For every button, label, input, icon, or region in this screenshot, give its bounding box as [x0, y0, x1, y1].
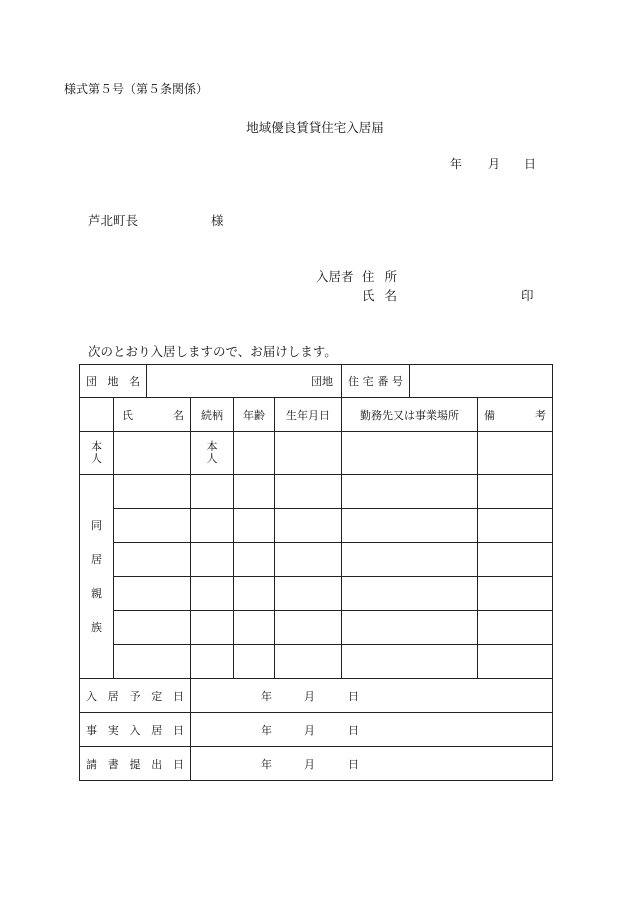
- unit-label-char: 番: [377, 375, 389, 388]
- household-label-char: 族: [91, 620, 102, 634]
- estate-label-char: 団: [86, 375, 97, 388]
- self-relation-char: 本: [206, 440, 218, 453]
- contract-submission-row: [80, 747, 553, 781]
- actual-move-in-row: [80, 713, 553, 747]
- resident-form-table: [79, 364, 553, 781]
- form-number: 様式第５号（第５条関係）: [64, 82, 209, 96]
- household-name-input[interactable]: [114, 611, 191, 645]
- household-relation-input[interactable]: [191, 577, 234, 611]
- household-name-input[interactable]: [114, 509, 191, 543]
- household-workplace-input[interactable]: [342, 543, 478, 577]
- unit-number-label: [342, 365, 410, 397]
- date-label-char: 請: [86, 757, 97, 771]
- header-relation: 続柄: [191, 398, 234, 432]
- date-month-unit: 月: [304, 723, 315, 737]
- date-label-char: 入: [129, 723, 141, 737]
- address-label: 住所: [362, 269, 408, 284]
- date-year-unit: 年: [261, 689, 272, 703]
- header-birth-date: 生年月日: [275, 398, 342, 432]
- date-label-char: 入: [86, 689, 97, 703]
- household-label: [80, 475, 114, 679]
- self-workplace-input[interactable]: [342, 432, 478, 475]
- estate-unit-suffix: 団地: [311, 375, 333, 388]
- household-remarks-input[interactable]: [478, 509, 553, 543]
- header-name: [114, 398, 191, 432]
- column-header-row: [80, 398, 553, 432]
- actual-move-in-date-input[interactable]: [191, 713, 553, 747]
- household-relation-input[interactable]: [191, 611, 234, 645]
- household-age-input[interactable]: [234, 611, 275, 645]
- date-day-unit: 日: [348, 689, 359, 703]
- date-year-unit: 年: [261, 723, 272, 737]
- household-birth-date-input[interactable]: [275, 577, 342, 611]
- header-name-char: 氏: [122, 408, 133, 422]
- addressee-name: 芦北町長: [88, 213, 139, 228]
- household-workplace-input[interactable]: [342, 611, 478, 645]
- intro-text: 次のとおり入居しますので、お届けします。: [88, 344, 337, 359]
- household-label-char: 親: [91, 586, 102, 600]
- unit-label-char: 宅: [362, 375, 374, 388]
- household-age-input[interactable]: [234, 475, 275, 509]
- household-age-input[interactable]: [234, 543, 275, 577]
- household-label-char: 同: [91, 518, 102, 532]
- self-age-input[interactable]: [234, 432, 275, 475]
- date-label-char: 出: [151, 757, 163, 771]
- header-remarks: [478, 398, 553, 432]
- date-month-unit: 月: [304, 689, 315, 703]
- household-row: [80, 509, 553, 543]
- household-workplace-input[interactable]: [342, 577, 478, 611]
- self-relation-char: 人: [206, 452, 218, 465]
- household-age-input[interactable]: [234, 577, 275, 611]
- household-row: [80, 475, 553, 509]
- self-label: [80, 432, 114, 475]
- self-label-char: 本: [91, 440, 102, 453]
- household-workplace-input[interactable]: [342, 475, 478, 509]
- household-remarks-input[interactable]: [478, 611, 553, 645]
- date-label-char: 居: [151, 723, 163, 737]
- household-name-input[interactable]: [114, 543, 191, 577]
- self-row: [80, 432, 553, 475]
- household-age-input[interactable]: [234, 509, 275, 543]
- household-name-input[interactable]: [114, 577, 191, 611]
- household-birth-date-input[interactable]: [275, 611, 342, 645]
- date-month-unit: 月: [304, 757, 315, 771]
- household-remarks-input[interactable]: [478, 577, 553, 611]
- date-label-char: 日: [173, 723, 184, 737]
- household-remarks-input[interactable]: [478, 645, 553, 679]
- household-row: [80, 611, 553, 645]
- household-row: [80, 543, 553, 577]
- name-label: 氏名: [362, 288, 408, 303]
- date-day-unit: 日: [348, 757, 359, 771]
- household-relation-input[interactable]: [191, 543, 234, 577]
- date-label-char: 予: [129, 689, 141, 703]
- header-remarks-char: 備: [484, 408, 495, 422]
- header-date-month: 月: [488, 157, 501, 171]
- household-relation-input[interactable]: [191, 509, 234, 543]
- date-row-label: [80, 713, 191, 747]
- estate-name-input[interactable]: [147, 365, 342, 398]
- date-label-char: 書: [107, 757, 119, 771]
- date-label-char: 実: [107, 723, 119, 737]
- household-workplace-input[interactable]: [342, 645, 478, 679]
- household-birth-date-input[interactable]: [275, 509, 342, 543]
- unit-label-char: 号: [391, 375, 403, 388]
- household-name-input[interactable]: [114, 645, 191, 679]
- header-date-day: 日: [524, 157, 537, 171]
- unit-label-char: 住: [348, 375, 359, 388]
- self-birth-date-input[interactable]: [275, 432, 342, 475]
- date-year-unit: 年: [261, 757, 272, 771]
- document-title: 地域優良賃貸住宅入居届: [246, 120, 384, 135]
- date-label-char: 居: [107, 689, 119, 703]
- household-workplace-input[interactable]: [342, 509, 478, 543]
- date-label-char: 提: [129, 757, 141, 771]
- contract-submission-date-input[interactable]: [191, 747, 553, 781]
- resident-label: 入居者: [316, 269, 354, 284]
- household-birth-date-input[interactable]: [275, 645, 342, 679]
- estate-label-char: 名: [129, 375, 140, 388]
- household-row: [80, 577, 553, 611]
- household-relation-input[interactable]: [191, 475, 234, 509]
- date-label-char: 日: [173, 689, 184, 703]
- self-name-input[interactable]: [114, 432, 191, 475]
- estate-label-cell: [80, 365, 147, 398]
- header-name-char: 名: [173, 408, 184, 422]
- household-name-input[interactable]: [114, 475, 191, 509]
- seal-mark: 印: [521, 288, 534, 303]
- self-label-char: 人: [91, 452, 102, 465]
- household-row: [80, 645, 553, 679]
- estate-row: [80, 365, 553, 398]
- unit-number-group: [342, 365, 553, 398]
- move-in-planned-row: [80, 679, 553, 713]
- header-remarks-char: 考: [535, 408, 546, 422]
- header-blank-cell: [80, 398, 114, 432]
- date-row-label: [80, 679, 191, 713]
- header-age: 年齢: [234, 398, 275, 432]
- date-row-label: [80, 747, 191, 781]
- date-label-char: 定: [151, 689, 163, 703]
- self-relation: [191, 432, 234, 475]
- header-date-year: 年: [450, 157, 463, 171]
- household-relation-input[interactable]: [191, 645, 234, 679]
- self-remarks-input[interactable]: [478, 432, 553, 475]
- date-label-char: 日: [173, 757, 184, 771]
- date-day-unit: 日: [348, 723, 359, 737]
- estate-label-char: 地: [107, 375, 119, 388]
- unit-number-input[interactable]: [410, 365, 552, 397]
- move-in-planned-date-input[interactable]: [191, 679, 553, 713]
- household-age-input[interactable]: [234, 645, 275, 679]
- household-remarks-input[interactable]: [478, 475, 553, 509]
- header-workplace: 勤務先又は事業場所: [342, 398, 478, 432]
- household-remarks-input[interactable]: [478, 543, 553, 577]
- household-label-char: 居: [91, 552, 102, 566]
- date-label-char: 事: [86, 723, 97, 737]
- addressee-honorific: 様: [211, 213, 224, 228]
- household-birth-date-input[interactable]: [275, 475, 342, 509]
- household-birth-date-input[interactable]: [275, 543, 342, 577]
